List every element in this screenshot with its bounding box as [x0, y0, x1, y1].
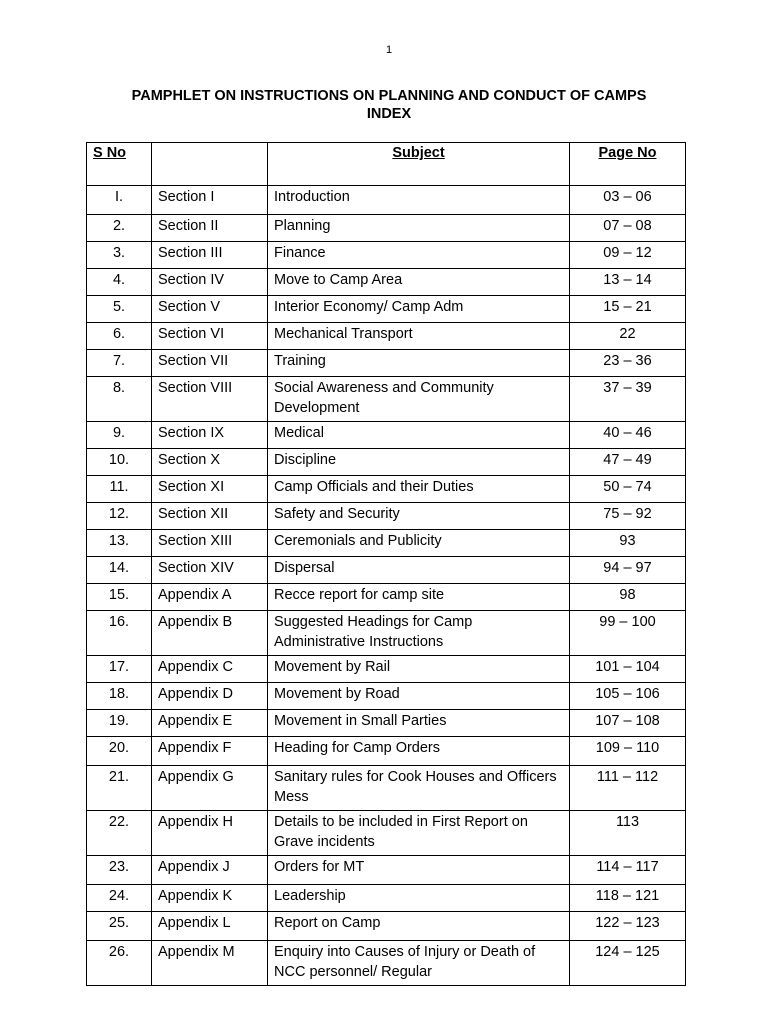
- table-row: [87, 215, 686, 242]
- table-row: [87, 503, 686, 530]
- row-subject: Finance: [268, 242, 570, 269]
- title-line-1: PAMPHLET ON INSTRUCTIONS ON PLANNING AND CONDUCT OF CAMPS: [131, 88, 647, 104]
- row-page-no: 37 – 39: [570, 377, 686, 422]
- row-section: Appendix E: [152, 710, 268, 737]
- row-subject: Move to Camp Area: [268, 269, 570, 296]
- row-page-no: 13 – 14: [570, 269, 686, 296]
- row-sno: 6.: [87, 323, 152, 350]
- row-subject: Report on Camp: [268, 912, 570, 941]
- table-row: [87, 269, 686, 296]
- row-sno: 5.: [87, 296, 152, 323]
- row-section: Appendix G: [152, 766, 268, 811]
- table-row: [87, 186, 686, 215]
- row-section: Appendix J: [152, 856, 268, 885]
- row-page-no: 113: [570, 811, 686, 856]
- row-page-no: 111 – 112: [570, 766, 686, 811]
- row-section: Appendix D: [152, 683, 268, 710]
- table-row: [87, 656, 686, 683]
- row-sno: 24.: [87, 885, 152, 912]
- row-page-no: 122 – 123: [570, 912, 686, 941]
- row-section: Appendix M: [152, 941, 268, 986]
- row-subject: Heading for Camp Orders: [268, 737, 570, 766]
- table-row: [87, 885, 686, 912]
- row-subject: Movement in Small Parties: [268, 710, 570, 737]
- document-title: [0, 87, 768, 123]
- row-section: Appendix C: [152, 656, 268, 683]
- row-sno: 2.: [87, 215, 152, 242]
- row-section: Section XII: [152, 503, 268, 530]
- table-row: [87, 422, 686, 449]
- row-section: Section VI: [152, 323, 268, 350]
- header-page-no: Page No: [570, 143, 686, 186]
- row-sno: 14.: [87, 557, 152, 584]
- row-page-no: 105 – 106: [570, 683, 686, 710]
- row-page-no: 47 – 49: [570, 449, 686, 476]
- table-row: [87, 710, 686, 737]
- row-sno: 10.: [87, 449, 152, 476]
- row-section: Appendix K: [152, 885, 268, 912]
- row-page-no: 07 – 08: [570, 215, 686, 242]
- row-subject: Training: [268, 350, 570, 377]
- row-page-no: 98: [570, 584, 686, 611]
- row-page-no: 118 – 121: [570, 885, 686, 912]
- row-page-no: 114 – 117: [570, 856, 686, 885]
- row-page-no: 93: [570, 530, 686, 557]
- row-sno: 22.: [87, 811, 152, 856]
- row-sno: 3.: [87, 242, 152, 269]
- table-row: [87, 766, 686, 811]
- header-section: [152, 143, 268, 186]
- row-section: Section VII: [152, 350, 268, 377]
- row-sno: 25.: [87, 912, 152, 941]
- table-row: [87, 856, 686, 885]
- table-row: [87, 377, 686, 422]
- row-subject: Ceremonials and Publicity: [268, 530, 570, 557]
- header-sno: S No: [87, 143, 152, 186]
- row-section: Appendix F: [152, 737, 268, 766]
- row-sno: I.: [87, 186, 152, 215]
- row-sno: 26.: [87, 941, 152, 986]
- table-row: [87, 912, 686, 941]
- table-row: [87, 941, 686, 986]
- row-section: Section VIII: [152, 377, 268, 422]
- row-page-no: 99 – 100: [570, 611, 686, 656]
- row-subject: Details to be included in First Report on Grave incidents: [268, 811, 570, 856]
- row-page-no: 22: [570, 323, 686, 350]
- row-page-no: 15 – 21: [570, 296, 686, 323]
- row-sno: 9.: [87, 422, 152, 449]
- row-sno: 16.: [87, 611, 152, 656]
- row-subject: Introduction: [268, 186, 570, 215]
- row-subject: Camp Officials and their Duties: [268, 476, 570, 503]
- row-sno: 4.: [87, 269, 152, 296]
- table-row: [87, 323, 686, 350]
- table-row: [87, 584, 686, 611]
- row-sno: 19.: [87, 710, 152, 737]
- row-page-no: 75 – 92: [570, 503, 686, 530]
- row-subject: Sanitary rules for Cook Houses and Officers Mess: [268, 766, 570, 811]
- row-subject: Mechanical Transport: [268, 323, 570, 350]
- row-sno: 17.: [87, 656, 152, 683]
- header-subject: Subject: [268, 143, 570, 186]
- row-page-no: 50 – 74: [570, 476, 686, 503]
- row-page-no: 23 – 36: [570, 350, 686, 377]
- table-row: [87, 242, 686, 269]
- row-page-no: 124 – 125: [570, 941, 686, 986]
- table-row: [87, 350, 686, 377]
- row-sno: 11.: [87, 476, 152, 503]
- table-row: [87, 557, 686, 584]
- row-section: Appendix H: [152, 811, 268, 856]
- row-subject: Planning: [268, 215, 570, 242]
- row-subject: Discipline: [268, 449, 570, 476]
- table-header-row: [87, 143, 686, 186]
- row-section: Section V: [152, 296, 268, 323]
- table-row: [87, 476, 686, 503]
- row-subject: Interior Economy/ Camp Adm: [268, 296, 570, 323]
- row-section: Appendix B: [152, 611, 268, 656]
- row-section: Section XIII: [152, 530, 268, 557]
- row-subject: Recce report for camp site: [268, 584, 570, 611]
- row-subject: Safety and Security: [268, 503, 570, 530]
- table-row: [87, 811, 686, 856]
- row-sno: 13.: [87, 530, 152, 557]
- table-row: [87, 611, 686, 656]
- row-section: Section III: [152, 242, 268, 269]
- row-page-no: 109 – 110: [570, 737, 686, 766]
- row-page-no: 09 – 12: [570, 242, 686, 269]
- table-row: [87, 737, 686, 766]
- row-section: Section XIV: [152, 557, 268, 584]
- row-section: Appendix L: [152, 912, 268, 941]
- row-sno: 21.: [87, 766, 152, 811]
- row-subject: Movement by Rail: [268, 656, 570, 683]
- row-sno: 12.: [87, 503, 152, 530]
- row-section: Section X: [152, 449, 268, 476]
- row-page-no: 40 – 46: [570, 422, 686, 449]
- row-sno: 7.: [87, 350, 152, 377]
- row-sno: 15.: [87, 584, 152, 611]
- row-subject: Leadership: [268, 885, 570, 912]
- row-page-no: 03 – 06: [570, 186, 686, 215]
- table-row: [87, 449, 686, 476]
- row-page-no: 94 – 97: [570, 557, 686, 584]
- row-section: Section I: [152, 186, 268, 215]
- table-row: [87, 296, 686, 323]
- row-section: Appendix A: [152, 584, 268, 611]
- row-section: Section IX: [152, 422, 268, 449]
- row-subject: Dispersal: [268, 557, 570, 584]
- row-subject: Orders for MT: [268, 856, 570, 885]
- row-sno: 20.: [87, 737, 152, 766]
- row-page-no: 101 – 104: [570, 656, 686, 683]
- row-section: Section II: [152, 215, 268, 242]
- row-subject: Suggested Headings for Camp Administrative Instructions: [268, 611, 570, 656]
- row-section: Section XI: [152, 476, 268, 503]
- index-body: [87, 186, 686, 986]
- row-section: Section IV: [152, 269, 268, 296]
- row-sno: 18.: [87, 683, 152, 710]
- row-subject: Social Awareness and Community Development: [268, 377, 570, 422]
- row-subject: Medical: [268, 422, 570, 449]
- row-subject: Movement by Road: [268, 683, 570, 710]
- title-line-2: INDEX: [366, 106, 412, 122]
- table-row: [87, 683, 686, 710]
- row-sno: 8.: [87, 377, 152, 422]
- table-row: [87, 530, 686, 557]
- row-sno: 23.: [87, 856, 152, 885]
- page-number: 1: [385, 44, 393, 56]
- row-subject: Enquiry into Causes of Injury or Death of NCC personnel/ Regular: [268, 941, 570, 986]
- index-table: [86, 142, 686, 986]
- row-page-no: 107 – 108: [570, 710, 686, 737]
